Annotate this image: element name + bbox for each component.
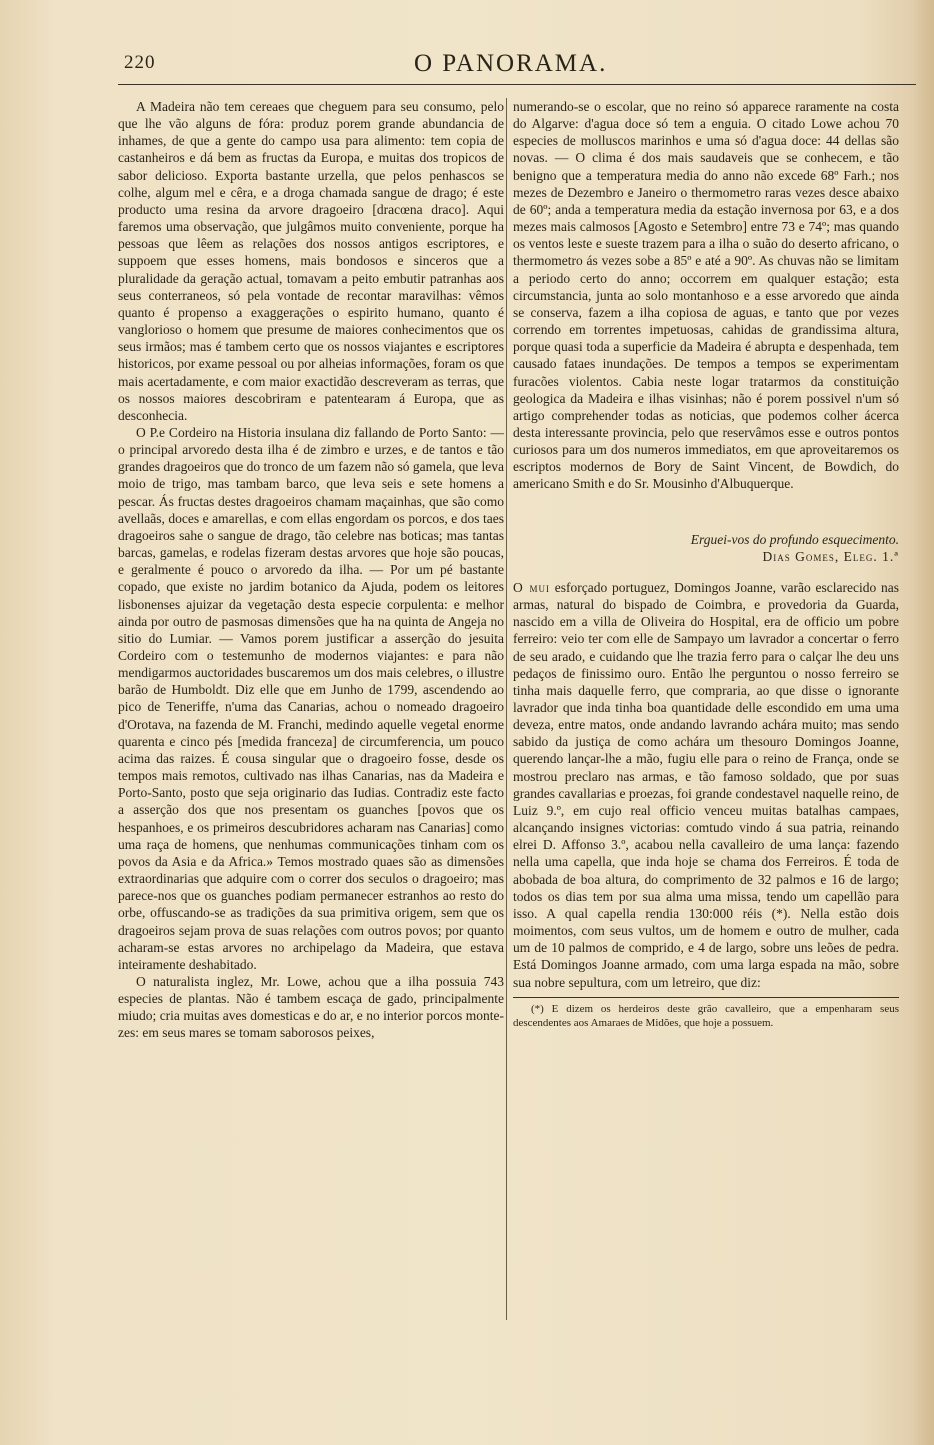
right-column — [513, 98, 899, 1030]
running-title: O PANORAMA. — [414, 50, 608, 77]
header-rule — [118, 84, 916, 85]
article-body: esforçado portuguez, Domingos Joanne, varão esclarecido nas armas, natural do bispado de Coimbra, e provedoria da Guarda, nascido em a villa de Oliveira do Hospital, era de officio um pobre ferreiro: veio ter com elle de Sampayo um lavrador a concertar o ferro de seu arado, e cuidando que lhe trazia ferro para o calçar lhe deu uns pedaços de finissimo ouro. Então lhe perguntou o nosso ferreiro se tinha mais daquelle ferro, que compraria, ao que disse o ignorante lavrador que inda tinha boa quantidade delle escondido em uma uma deveza, entre matos, onde andando lavrando achára muito; mas sendo sabido da justiça de como achára um thesouro Domingos Joanne, querendo lançar-lhe a mão, fugiu elle para o reino de França, onde se mostrou preclaro nas armas, e tão famoso soldado, que por suas grandes cavallarias e proezas, foi grande condestavel naquelle reino, de Luiz 9.º, em cujo real officio venceu muitas batalhas campaes, alcançando insignes victorias: comtudo vindo á sua patria, reinando elrei D. Affonso 3.º, acabou nella cavalleiro de uma lança: fazendo nella uma capella, que inda hoje se chama dos Ferreiros. É toda de abobada de boa altura, do comprimento de 32 palmos e 16 de largo; todos os dias tem por sua alma uma missa, tendo um capellão para isso. A qual capella rendia 130:000 réis (*). Nella estão dois moimentos, com seus vultos, um de homem e outro de mulher, cada um de 10 palmos de comprido, e 4 de largo, sobre uns leões de pedra. Está Domingos Joanne armado, com uma larga espada na mão, sobre sua nobre sepultura, com um letreiro, que diz: — [513, 579, 899, 990]
column-divider — [506, 98, 507, 1320]
page-number: 220 — [124, 52, 156, 73]
article-initial: O mui — [513, 579, 551, 595]
paragraph-madeira-produce: A Madeira não tem cereaes que cheguem para seu consumo, pelo que lhe vão alguns de fóra: produz porem grande abundancia de inhames, de que a gente do campo usa para alimento: tem copia de castanheiros e dá bem as fructas da Europa, e muitas dos tropicos de sabor delicioso. Exporta bastante urzella, que pelos penhascos se colhe, algum mel e cêra, e a droga chamada sangue de drago; é este producto uma resina da arvore dragoeiro [dracœna draco]. Aqui faremos uma observação, que julgâmos muito conveniente, porque ha pessoas que lêem as relações dos nossos antigos escriptores, e suppoem que esses homens, mais bondosos e sinceros que a pluralidade da geração actual, tomavam a peito embutir patranhas aos seus conterraneos, só pela vontade de recontar maravilhas: vêmos quanto é propenso a exaggerações o espirito humano, quanto é vanglorioso o homem que presume de maiores conhecimentos que os seus irmãos; mas é tambem certo que os nossos viajantes e escriptores historicos, por exame pessoal ou por alheias informações, foram os que mais acertadamente, e com maior exactidão descreveram as terras, que os nossos maiores descobriram e patentearam á Europa, que as desconhecia. — [118, 99, 504, 423]
footnote: (*) E dizem os herdeiros deste grão cavalleiro, que a empenharam seus descendentes aos Amaraes de Midões, que hoje a possuem. — [513, 1002, 899, 1029]
article-domingos-joanne — [513, 579, 899, 991]
epigraph-quote: Erguei-vos do profundo esquecimento. — [690, 531, 899, 547]
page-edge-shading — [912, 0, 934, 1445]
left-column — [118, 98, 504, 1042]
paragraph-porto-santo-dragoeiros: O P.e Cordeiro na Historia insulana diz fallando de Porto Santo: — o principal arvoredo desta ilha é de zimbro e urzes, e de tantos e tão grandes dragoeiros que do tronco de um fazem não só gamela, que leva moio de trigo, mas tambam barco, que leva seis e sete homens a pescar. Ás fructas destes dragoeiros chamam maçainhas, que são como avellaãs, doces e amarellas, e com ellas engordam os porcos, e dos taes dragoeiros sahe o sangue de drago, tão celebre nas boticas; mas tantas barcas, gamelas, e rodelas fizeram destas arvores que hoje são poucas, e geralmente é pouco o arvoredo da ilha. — Por um pé bastante copado, que existe no jardim botanico da Ajuda, podem os leitores lisbonenses ajuizar da vegetação desta especie corpulenta: e melhor ainda por outro de pasmosas dimensões que ha na quinta de Angeja no sitio do Lumiar. — Vamos porem justificar a asserção do jesuita Cordeiro com o testemunho de modernos viajantes: e para não mendigarmos auctoridades buscaremos um dos mais celebres, o illustre barão de Humboldt. Diz elle que em Junho de 1799, ascendendo ao pico de Teneriffe, n'uma das Canarias, achou o nomeado dragoeiro d'Orotava, na fazenda de M. Franchi, medindo aquelle vegetal enorme quarenta e cinco pés [medida franceza] de circumferencia, um pouco acima das raizes. É cousa singular que o dragoeiro fosse, desde os tempos mais remotos, cultivado nas ilhas Canarias, nas da Madeira e Porto-Santo, posto que seja originario das Iudias. Contradiz este facto a asserção dos que nos presentam os guanches [povos que os hespanhoes, e os primeiros descubridores acharam nas Canarias] como uma raça de homens, que nenhumas communicações tinham com os povos da Asia e da Africa.» Temos mostrado quaes são as dimensões extraordinarias que adquire com o correr dos seculos o dragoeiro; mas parece-nos que os guanches podiam permanecer estranhos ao resto do orbe, offuscando-se as tradições da sua primitiva origem, sem que os dragoeiros sejam prova de suas relações com outros povos; por quanto acharam-se estas arvores no archipelago da Madeira, que estava inteiramente deshabitado. — [118, 424, 504, 972]
paragraph-climate-continuation: numerando-se o escolar, que no reino só apparece raramente na costa do Algarve: d'agua doce só tem a enguia. O citado Lowe achou 70 especies de molluscos marinhos e uma só d'agua doce: 44 dellas são novas. — O clima é dos mais saudaveis que se conhecem, e tão benigno que a temperatura media do anno não excede 68º Farh.; nos mezes de Dezembro e Janeiro o thermometro raras vezes desce abaixo de 60º; anda a temperatura media da estação invernosa por 63, e a dos mezes mais calmosos [Agosto e Setembro] entre 73 e 74º; mas quando os ventos leste e sueste trazem para a ilha o suão do deserto africano, o thermometro ás vezes sobe a 85º e até a 90º. As chuvas não se limitam a periodo certo do anno; occorrem em qualquer estação; esta circumstancia, junta ao solo montanhoso e a esse arvoredo que ainda se conserva, fazem a ilha copiosa de aguas, e tanto que por vezes correndo em torrentes impetuosas, cahidas de grandissima altura, porque quasi toda a superficie da Madeira é abrupta e despenhada, tem causado fataes inundações. De tempos a tempos se experimentam furacões violentos. Cabia neste logar tratarmos da constituição geologica da Madeira e ilhas visinhas; não é porem possivel n'um só artigo comprehender todas as noticias, que podemos colher ácerca desta interessante provincia, pelo que reservâmos esse e outros pontos curiosos para um dos numeros immediatos, em que aproveitaremos os escriptos modernos de Bory de Saint Vincent, de Bowdich, do americano Smith e do Sr. Mousinho d'Albuquerque. — [513, 99, 899, 492]
page-header — [118, 50, 916, 84]
footnote-rule — [513, 997, 899, 998]
paragraph-lowe-naturalist: O naturalista inglez, Mr. Lowe, achou que a ilha possuia 743 especies de plantas. Não é tambem escaça de gado, principalmente miudo; cria muitas aves domesticas e do ar, e no interior porcos monte-zes: em seus mares se tomam saborosos peixes, — [118, 973, 504, 1041]
epigraph-source: Dias Gomes, Eleg. 1.ª — [762, 548, 899, 564]
